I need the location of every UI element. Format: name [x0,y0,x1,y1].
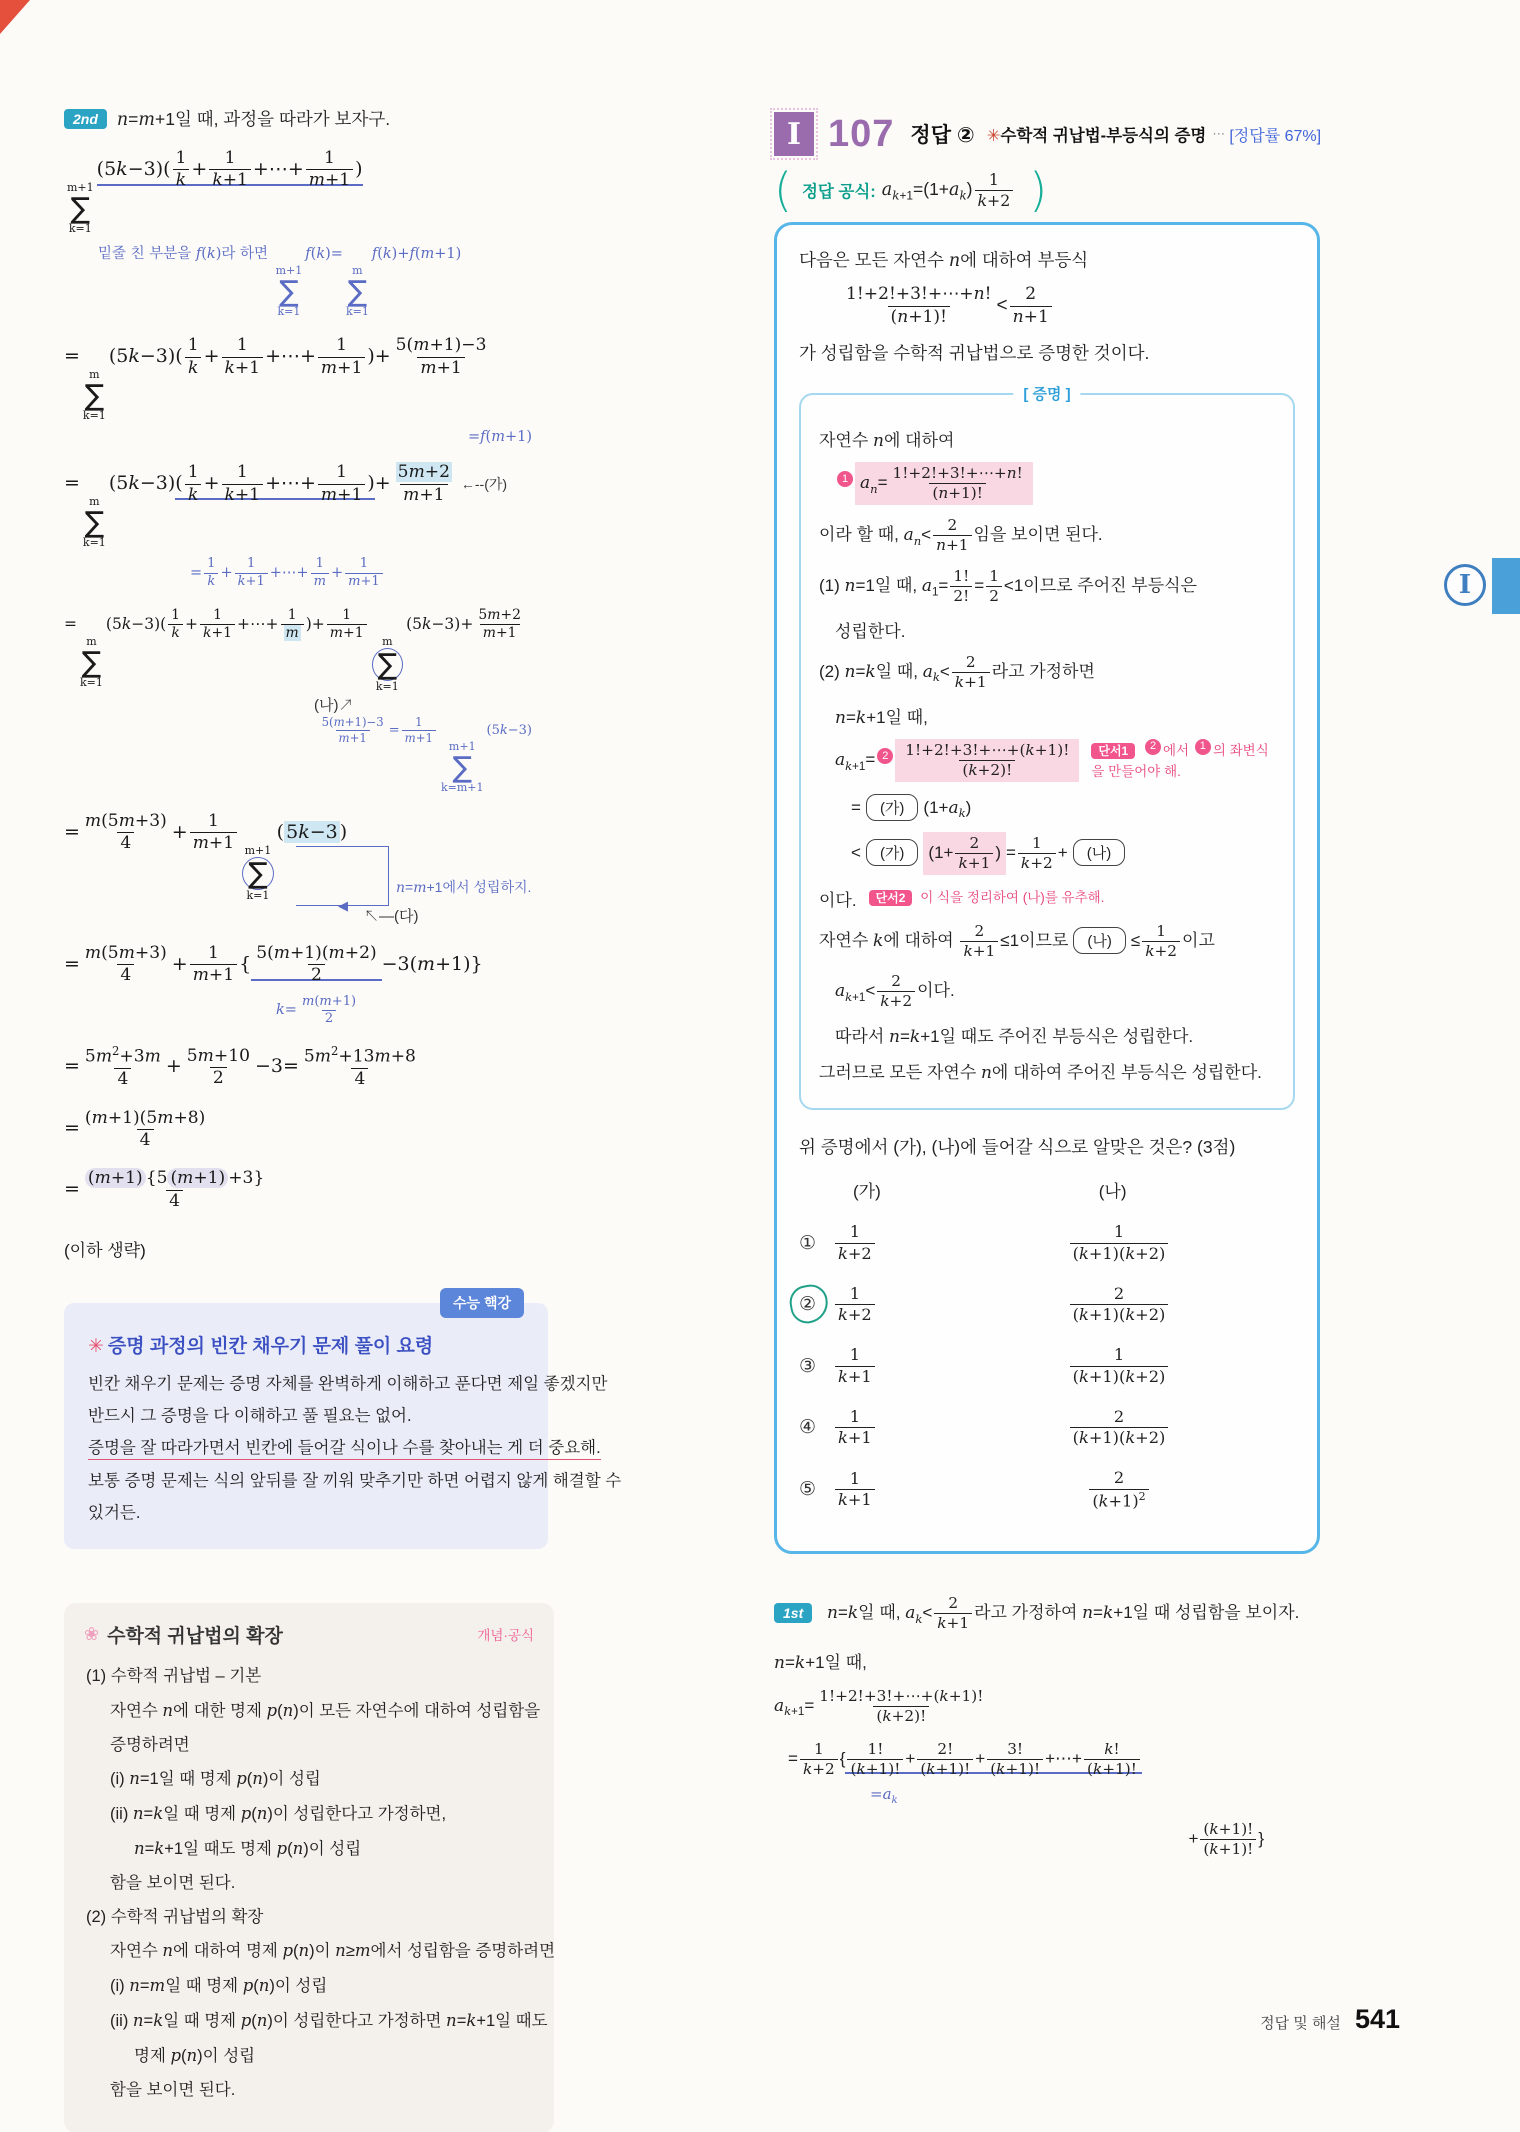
tip-title: 증명 과정의 빈칸 채우기 문제 풀이 요령 [107,1336,434,1358]
proof-line [835,617,1275,642]
tip-line-text: 증명을 잘 따라가면서 빈칸에 들어갈 식이나 수를 찾아내는 게 더 중요해. [88,1439,601,1460]
choice-na-expression: $\frac{2}{(k+1)^2}$ [1003,1468,1235,1511]
solution-line-math: $a_{k+1}=$ $\frac{1!+2!+3!+\cdots+(k+1)!}{(k+2)!}$ [774,1686,984,1725]
choice-number: ③ [799,1355,817,1377]
math-expression: = m ∑ k=1 (5k−3)( $\frac{1}{k}$ + $\frac{1}{k+1}$ +⋯+ $\frac{1}{m}$ )+ $\frac{1}{m+1}$ m ∑ k=1 (5k−3)+ $\frac{5m+2}{m+1}$ [64,606,521,693]
concept-line-text: 명제 p(n)이 성립 [134,2045,256,2065]
math-expression: m+1 ∑ k=1 (5k−3)( $\frac{1}{k}$ + $\frac{1}{k+1}$ +⋯+ $\frac{1}{m+1}$ ) [67,148,363,235]
math-line [64,1236,548,1261]
math-expression: = $\frac{5m^2+3m}{4}$ + $\frac{5m+10}{2}$ −3= $\frac{5m^2+13m+8}{4}$ [64,1044,416,1090]
proof-line [819,886,1275,911]
problem-intro: 다음은 모든 자연수 n에 대하여 부등식 [799,250,1089,272]
math-line [64,994,548,1028]
math-expression: (나)↗ [314,697,354,715]
math-line [64,429,548,445]
tip-line [88,1400,524,1432]
proof-line [819,516,1275,555]
tip-badge: 수능 핵강 [440,1288,524,1318]
concept-line [86,1934,556,1969]
problem-outro: 가 성립함을 수학적 귀납법으로 증명한 것이다. [799,343,1150,364]
tip-lines [88,1368,622,1529]
proof-line-math: (1) n=1일 때, $a_1=$ $\frac{1!}{2!}$ = $\frac{1}{2}$ <1이므로 주어진 부등식은 [819,566,1197,605]
math-expression: $\frac{5(m+1)-3}{m+1}$ = $\frac{1}{m+1}$ m+1 ∑ k=m+1 (5k−3) [321,715,532,794]
choice-header-ga: (가) [853,1182,881,1202]
concept-line-text: (ii) n=k일 때 명제 p(n)이 성립한다고 가정하면, [110,1804,447,1824]
choice-na-expression: $\frac{1}{(k+1)(k+2)}$ [1003,1222,1235,1264]
math-line [64,943,548,987]
chapter-circle-badge: I [1444,564,1486,606]
solution-line-math: $=a_k$ [870,1785,898,1806]
proof-line [835,972,1275,1011]
math-line [64,242,548,318]
solution-line-math: + $\frac{(k+1)!}{(k+1)!}$ } [1188,1820,1264,1859]
tip-line [88,1497,524,1529]
proof-line-math: 따라서 n=k+1일 때도 주어진 부등식은 성립한다. [835,1027,1194,1048]
proof-line [819,1058,1275,1083]
math-expression: 밑줄 친 부분을 f(k)라 하면 m+1 ∑ k=1 f(k)= m ∑ k=1 f(k)+f(m+1) [98,246,462,319]
math-expression: k= $\frac{m(m+1)}{2}$ [276,993,357,1026]
bracket-open: ( [774,162,792,217]
arrow-left-icon: ◀ [338,899,348,914]
math-expression: = $\frac{(m+1)(5m+8)}{4}$ [64,1107,206,1150]
concept-line [86,1969,532,2004]
tip-line-text: 반드시 그 증명을 다 이해하고 풀 필요는 없어. [88,1407,412,1426]
proof-line-math: = (가) $(1+a_k)$ [851,794,971,821]
concept-line-text: (ii) n=k일 때 명제 p(n)이 성립한다고 가정하면 n=k+1일 때도 [110,2011,548,2031]
choice-headers [799,1177,1295,1202]
concept-line [86,1901,532,1935]
answer-label: 정답 ② [910,124,975,147]
concept-line-text: 자연수 n에 대한 명제 p(n)이 모든 자연수에 대하여 성립함을 [110,1700,541,1720]
math-expression: = $\frac{m(5m+3)}{4}$ + $\frac{1}{m+1}$ m+1 ∑ k=1 ( 5k−3 ) [64,810,348,902]
problem-number: 107 [828,112,895,155]
proof-lines [819,426,1275,1083]
proof-line [819,653,1275,692]
proof-line-clue: 단서2 이 식을 정리하여 (나)를 유추해. [869,888,1105,909]
solution-lines [774,1648,1334,1860]
leader-dots: ⋯ [1212,126,1226,141]
proof-line-math: 자연수 n에 대하여 [819,431,955,452]
choice-number: ① [799,1232,817,1254]
solution-line [870,1785,1334,1806]
proof-line-math: 성립한다. [835,621,906,641]
topic-label [987,122,1207,146]
solution-line-math: n=k+1일 때, [774,1652,867,1673]
solution-line [774,1820,1334,1859]
concept-line-text: (1) 수학적 귀납법 – 기본 [86,1666,262,1685]
concept-lines [64,1656,554,2132]
proof-line [851,794,1275,821]
page-number: 541 [1354,2004,1400,2034]
concept-line-text: n=k+1일 때도 명제 p(n)이 성립 [134,1838,362,1858]
proof-line [819,426,1275,451]
concept-line [86,2074,532,2108]
choice-row [799,1284,1295,1326]
choice-row [799,1345,1295,1387]
proof-line-math: $a_{k+1}= 2$ $\frac{1!+2!+3!+\cdots+(k+1)!}{(k+2)!}$ [835,739,1079,782]
choice-ga-expression: $\frac{1}{k+2}$ [833,1222,1003,1264]
choice-row [799,1407,1295,1449]
choice-row [799,1468,1295,1511]
math-expression: =f(m+1) [468,429,532,446]
footer-label: 정답 및 해설 [1260,2015,1341,2032]
proof-line-math: 그러므로 모든 자연수 n에 대하여 주어진 부등식은 성립한다. [819,1063,1262,1084]
problem-inequality: $\frac{1!+2!+3!+\cdots+n!}{(n+1)!}$ < $\frac{2}{n+1}$ [799,284,1295,328]
choice-na-expression: $\frac{2}{(k+1)(k+2)}$ [1003,1407,1235,1449]
asterisk-icon: ✳ [88,1336,104,1358]
callout-bracket [296,846,532,914]
proof-line-math: 이다. [819,891,857,911]
math-line [64,462,548,549]
choice-list [799,1222,1295,1511]
problem-header [774,112,1446,156]
math-line [64,556,548,590]
proof-line-math: $a_{k+1}<$ $\frac{2}{k+2}$ 이다. [835,972,955,1011]
proof-line-math: 자연수 k에 대하여 $\frac{2}{k+1}$ ≤1이므로 (나) ≤ $\frac{1}{k+2}$ 이고 [819,922,1215,961]
solution-line [774,1687,1334,1726]
math-line [64,335,548,422]
topic-text: 수학적 귀납법-부등식의 증명 [1000,127,1207,145]
math-line [64,148,548,235]
tip-line [88,1368,608,1400]
proof-line [835,739,1275,783]
tip-line [88,1432,601,1464]
choice-na-expression: $\frac{1}{(k+1)(k+2)}$ [1003,1345,1235,1387]
math-line [364,905,548,926]
choice-na-expression: $\frac{2}{(k+1)(k+2)}$ [1003,1284,1235,1326]
tip-box [64,1295,622,1549]
choice-header-na: (나) [1098,1182,1127,1202]
concept-line-text: (i) n=m일 때 명제 p(n)이 성립 [110,1976,328,1996]
math-line [64,1044,548,1090]
concept-line [86,1729,532,1763]
proof-line [851,832,1275,875]
answer-formula-label: 정답 공식: [801,183,876,202]
math-expression: = m ∑ k=1 (5k−3)( $\frac{1}{k}$ + $\frac{1}{k+1}$ +⋯+ $\frac{1}{m+1}$ )+ $\frac{5m+2}{m+1}$ ←--(가) [64,462,508,550]
proof-label: [ 증명 ] [1013,383,1080,404]
choice-ga-expression: $\frac{1}{k+1}$ [833,1345,1003,1387]
math-line [64,715,548,794]
math-line [64,1168,548,1212]
proof-line-clue: 단서1 2 에서 1 의 좌변식 을 만들어야 해. [1091,740,1269,779]
tip-line [88,1465,622,1497]
tip-line-text: 보통 증명 문제는 식의 앞뒤를 잘 끼워 맞추기만 하면 어렵지 않게 해결할 수 [88,1471,622,1490]
choice-row [799,1222,1295,1264]
choice-number: ⑤ [799,1479,817,1501]
math-expression: = m ∑ k=1 (5k−3)( $\frac{1}{k}$ + $\frac{1}{k+1}$ +⋯+ $\frac{1}{m+1}$ )+ $\frac{5(m+1)-3}{m+1}$ [64,335,487,423]
math-expression: = $\frac{(m+1) \{5 (m+1) +3\}}{4}$ [64,1168,265,1211]
solution-line [774,1648,1334,1673]
math-expression: ↖—(다) [364,907,419,925]
concept-box [64,1603,554,2132]
tip-title-row [88,1331,524,1358]
math-expression: = $\frac{m(5m+3)}{4}$ + $\frac{1}{m+1}$ { $\frac{5(m+1)(m+2)}{2}$ −3(m+1)} [64,942,483,986]
proof-line-math: (2) n=k일 때, $a_k<$ $\frac{2}{k+1}$ 라고 가정하면 [819,652,1095,691]
left-column [64,106,622,2132]
solution-line-math: = $\frac{1}{k+2}$ { $\frac{1!}{(k+1)!}$ + $\frac{2!}{(k+1)!}$ + $\frac{3!}{(k+1)!}$ +⋯+ $\frac{k!}{(k+1)!}$ [788,1749,1142,1768]
choice-number: ④ [799,1417,817,1439]
solution-first-line [774,1594,1334,1633]
tip-line-text: 있거든. [88,1503,141,1522]
concept-line-text: (i) n=1일 때 명제 p(n)이 성립 [110,1769,321,1789]
math-expression: = $\frac{1}{k}$ + $\frac{1}{k+1}$ +⋯+ $\frac{1}{m}$ + $\frac{1}{m+1}$ [190,565,385,581]
proof-line [819,567,1275,606]
concept-line [86,1867,532,1901]
math-line [64,607,548,693]
callout-note: n=m+1에서 성립하지. [396,879,532,896]
concept-line [86,1694,541,1729]
choice-ga-expression: $\frac{1}{k+1}$ [833,1469,1003,1511]
tip-line-text: 빈칸 채우기 문제는 증명 자체를 완벽하게 이해하고 푼다면 제일 좋겠지만 [88,1375,608,1394]
proof-line [835,462,1275,505]
proof-line-math: 이라 할 때, $a_n<$ $\frac{2}{n+1}$ 임을 보이면 된다. [819,516,1103,555]
answer-formula: $a_{k+1}=(1+a_k)$ $\frac{1}{k+2}$ [882,170,1015,210]
concept-line [86,1762,532,1797]
math-line [314,694,548,715]
proof-box [799,386,1295,1110]
solution-block [774,1594,1334,1859]
page-footer [1260,2004,1400,2035]
proof-line [819,922,1275,961]
step-1st-badge: 1st [774,1603,812,1623]
proof-line [835,703,1275,728]
derivation-lines [64,148,548,1261]
concept-line-text: 증명하려면 [110,1735,190,1754]
solution-line [788,1740,1334,1779]
proof-line [835,1022,1275,1047]
solution-lead-text: n=k일 때, $a_k<$ $\frac{2}{k+1}$ 라고 가정하여 n=k+1일 때 성립함을 보이자. [826,1594,1300,1633]
derivation-block [64,148,548,1261]
concept-line-text: (2) 수학적 귀납법의 확장 [86,1907,264,1926]
flower-icon: ❀ [84,1623,100,1644]
choice-ga-expression: $\frac{1}{k+1}$ [833,1407,1003,1449]
step-2nd-badge: 2nd [64,109,107,129]
concept-line [86,2004,548,2039]
math-expression: (이하 생략) [64,1241,146,1261]
concept-line-text: 함을 보이면 된다. [110,2080,236,2099]
proof-line-math: n=k+1일 때, [835,707,928,728]
concept-header [64,1603,554,1656]
asterisk-icon: ✳ [986,127,1001,145]
right-column [774,112,1446,1873]
concept-line [86,1660,532,1694]
concept-line [86,1797,532,1832]
section-badge: I [774,112,814,156]
choice-ga-expression: $\frac{1}{k+2}$ [833,1284,1003,1326]
concept-title: 수학적 귀납법의 확장 [107,1625,283,1647]
concept-line-text: 자연수 n에 대하여 명제 p(n)이 n≥m에서 성립함을 증명하려면 [110,1941,556,1961]
choice-number: ② [799,1293,833,1316]
chapter-side-tab [1492,558,1520,614]
step-2nd-text: n=m+1일 때, 과정을 따라가 보자구. [116,109,391,130]
proof-line-math: < (가) (1+ $\frac{2}{k+1}$ ) = $\frac{1}{k+2}$ + (나) [851,832,1130,875]
proof-line-math: 1 $a_n=$ $\frac{1!+2!+3!+\cdots+n!}{(n+1)!}$ [835,462,1033,505]
step-2-line [64,106,548,131]
correct-rate: [정답률 67%] [1229,127,1322,145]
concept-tag: 개념·공식 [477,1628,534,1644]
bracket-close: ) [1029,162,1048,217]
problem-box [774,222,1320,1554]
page-corner-fold [0,0,30,34]
concept-line-text: 함을 보이면 된다. [110,1873,236,1892]
question-text: 위 증명에서 (가), (나)에 들어갈 식으로 알맞은 것은? (3점) [799,1137,1236,1158]
math-line [64,1108,548,1152]
answer-formula-chip [774,162,1446,217]
concept-line [86,2039,532,2074]
concept-line [86,1832,532,1867]
